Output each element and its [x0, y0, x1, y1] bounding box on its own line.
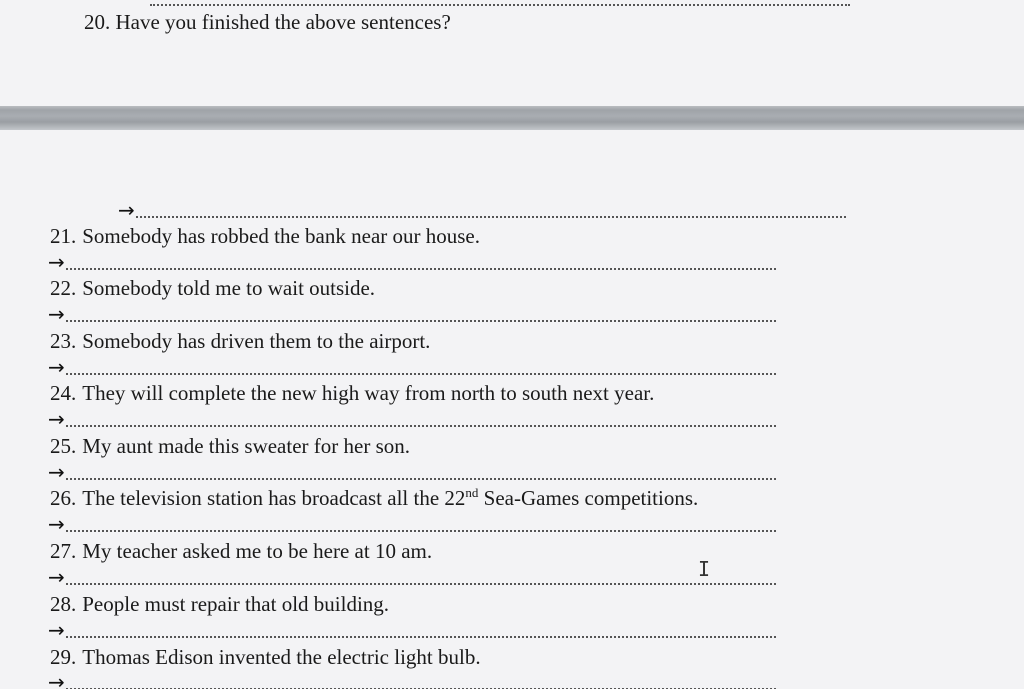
dotted-line: [66, 423, 776, 427]
question-number: 23.: [50, 329, 77, 353]
arrow-icon: →: [48, 250, 65, 274]
dotted-line: [66, 476, 776, 480]
dotted-line: [66, 528, 776, 532]
dotted-line: [66, 318, 776, 322]
question-number: 28.: [50, 592, 77, 616]
arrow-icon: →: [48, 618, 65, 642]
answer-line-27[interactable]: [48, 565, 776, 587]
dotted-line: [136, 214, 846, 218]
question-text: People must repair that old building.: [82, 592, 390, 616]
question-text: Somebody has driven them to the airport.: [82, 329, 431, 353]
answer-line-19[interactable]: [150, 0, 850, 6]
arrow-icon: →: [48, 565, 65, 589]
answer-line-24[interactable]: [48, 407, 776, 429]
arrow-icon: →: [48, 670, 65, 689]
answer-line-28[interactable]: [48, 618, 776, 640]
question-text: My aunt made this sweater for her son.: [82, 434, 410, 458]
answer-line-22[interactable]: [48, 302, 776, 324]
question-number: 29.: [50, 645, 77, 669]
dotted-line: [66, 634, 776, 638]
question-text: Somebody has robbed the bank near our house.: [82, 224, 480, 248]
question-text: Thomas Edison invented the electric light bulb.: [82, 645, 481, 669]
question-text: My teacher asked me to be here at 10 am.: [82, 539, 433, 563]
answer-line-26[interactable]: [48, 512, 776, 534]
arrow-icon: →: [48, 512, 65, 536]
question-number: 27.: [50, 539, 77, 563]
question-24: [50, 381, 654, 405]
question-text: The television station has broadcast all the 22: [82, 486, 466, 510]
arrow-icon: →: [48, 460, 65, 484]
dotted-line: [66, 371, 776, 375]
question-number: 26.: [50, 486, 77, 510]
question-number: 25.: [50, 434, 77, 458]
answer-line-21[interactable]: [48, 250, 776, 272]
answer-line-29[interactable]: [48, 670, 776, 689]
question-26: [50, 486, 698, 510]
page-lower: [0, 130, 1024, 689]
ordinal-suffix: nd: [465, 485, 479, 500]
arrow-icon: →: [48, 302, 65, 326]
question-25: [50, 434, 410, 458]
question-21: [50, 224, 480, 248]
question-text-end: Sea-Games competitions.: [478, 486, 699, 510]
answer-line-23[interactable]: [48, 355, 776, 377]
dotted-line: [66, 581, 776, 585]
answer-line-25[interactable]: [48, 460, 776, 482]
question-number: 21.: [50, 224, 77, 248]
arrow-icon: →: [48, 407, 65, 431]
question-number: 22.: [50, 276, 77, 300]
question-29: [50, 645, 481, 669]
question-20: [84, 10, 451, 35]
question-text: They will complete the new high way from north to south next year.: [82, 381, 655, 405]
question-number: 24.: [50, 381, 77, 405]
text-cursor-icon: I: [698, 557, 711, 581]
question-27: [50, 539, 432, 563]
arrow-icon: →: [118, 198, 135, 222]
question-number: 20.: [84, 10, 111, 34]
question-23: [50, 329, 430, 353]
question-22: [50, 276, 375, 300]
question-text: Have you finished the above sentences?: [115, 10, 451, 34]
question-28: [50, 592, 389, 616]
page-separator: [0, 106, 1024, 130]
arrow-icon: →: [48, 355, 65, 379]
question-text: Somebody told me to wait outside.: [82, 276, 376, 300]
answer-line-20[interactable]: [118, 198, 846, 220]
page-upper: [0, 0, 1024, 106]
dotted-line: [66, 266, 776, 270]
